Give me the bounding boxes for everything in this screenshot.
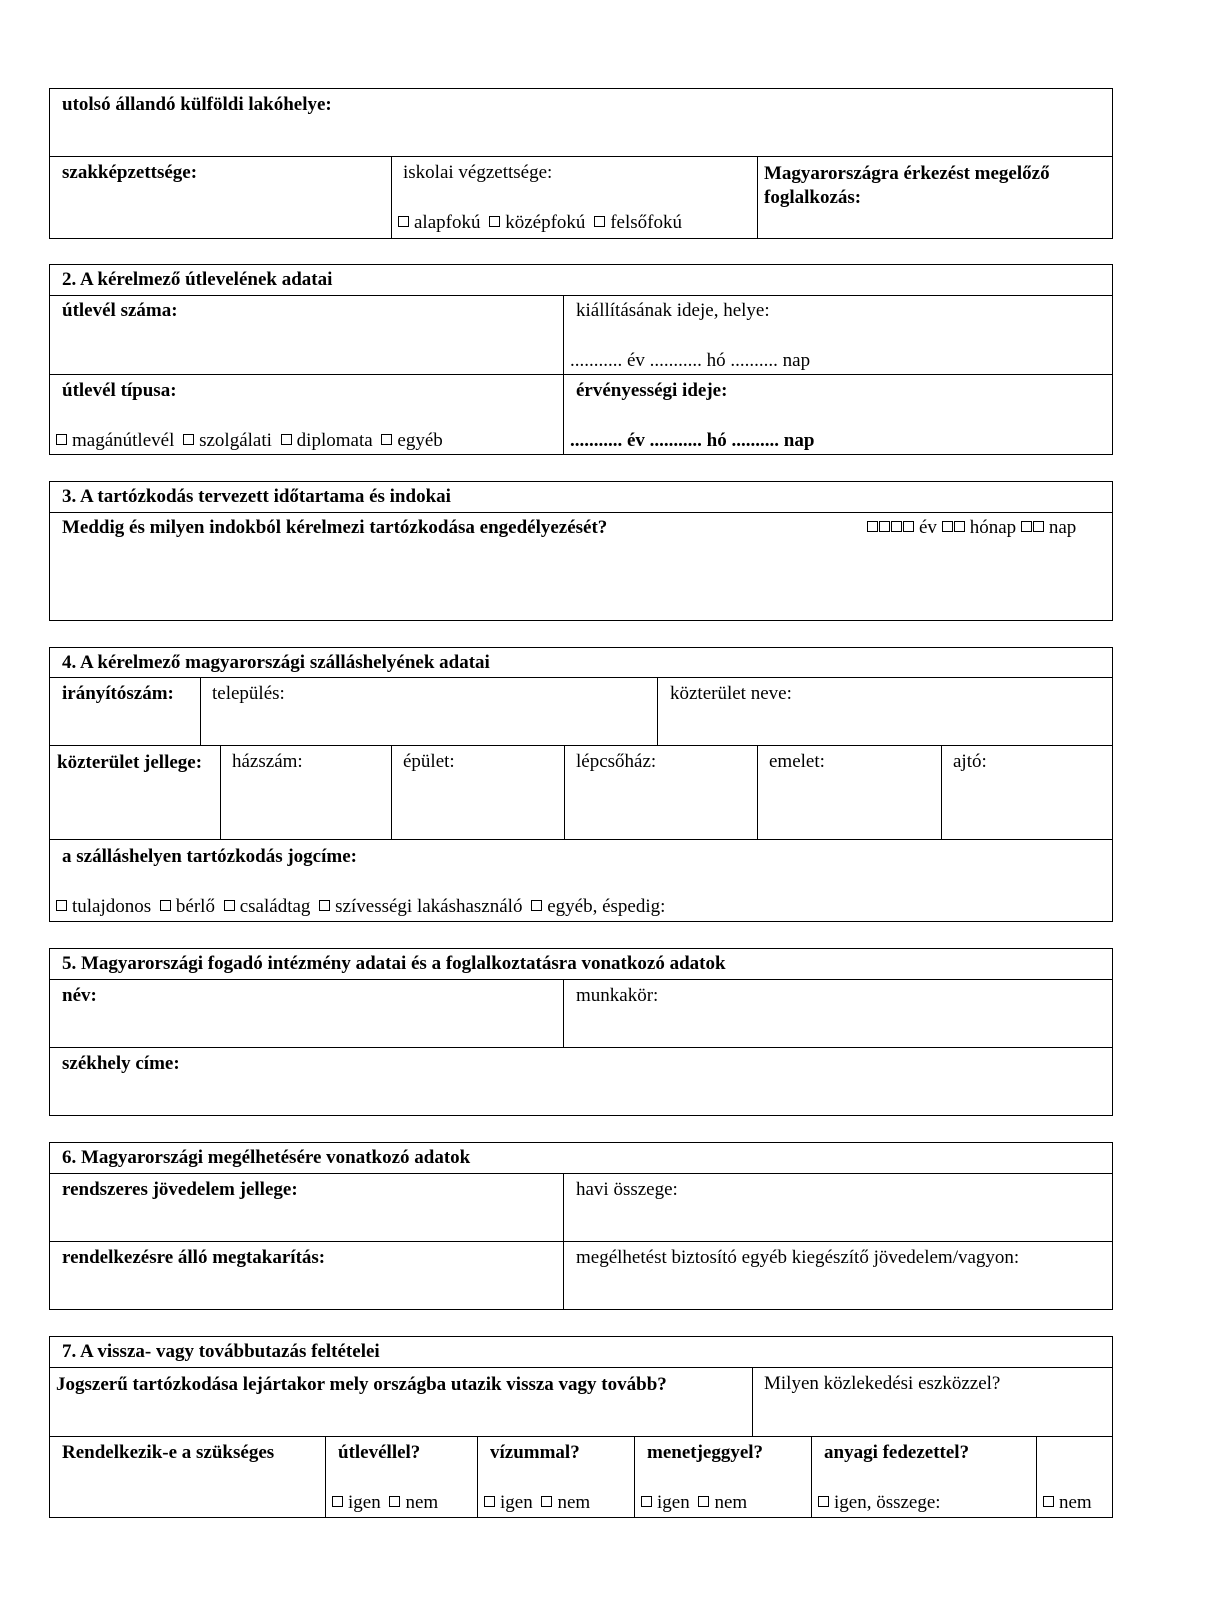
has-required-label: Rendelkezik-e a szükséges [62,1442,275,1463]
passport-type-diplomatic[interactable]: diplomata [281,430,373,451]
checkbox-icon[interactable] [903,521,914,532]
funds-answer-yes[interactable]: igen, összege: [818,1492,941,1514]
education-option-basic[interactable]: alapfokú [398,212,480,233]
checkbox-icon[interactable] [891,521,902,532]
checkbox-icon[interactable] [484,1496,495,1507]
ticket-yes[interactable]: igen [641,1492,690,1513]
section3-title: 3. A tartózkodás tervezett időtartama és indokai [62,486,451,507]
issue-label: kiállításának ideje, helye: [576,300,770,321]
checkbox-icon[interactable] [1033,521,1044,532]
passport-type-service[interactable]: szolgálati [183,430,272,451]
door-label: ajtó: [953,751,987,772]
checkbox-icon[interactable] [332,1496,343,1507]
checkbox-icon[interactable] [531,900,542,911]
checkbox-icon[interactable] [867,521,878,532]
checkbox-icon[interactable] [541,1496,552,1507]
duration-fields [867,517,1076,539]
destination-question: Jogszerű tartózkodása lejártakor mely országba utazik vissza vagy tovább? [56,1374,667,1395]
checkbox-icon[interactable] [56,434,67,445]
last-residence-field[interactable] [50,118,1112,155]
visa-question: vízummal? [490,1442,580,1463]
checkbox-icon[interactable] [818,1496,829,1507]
year-label: év [919,517,937,538]
day-label: nap [1048,517,1077,538]
month-label: hónap [969,517,1017,538]
passport-number-label: útlevél száma: [62,300,178,321]
prior-occupation-label: Magyarországra érkezést megelőző foglalkozás: [764,163,1050,208]
job-label: munkakör: [576,985,659,1006]
checkbox-icon[interactable] [1043,1496,1054,1507]
transport-question: Milyen közlekedési eszközzel? [764,1373,1001,1394]
funds-question: anyagi fedezettel? [824,1442,970,1463]
year-boxes[interactable] [867,517,919,538]
floor-label: emelet: [769,751,825,772]
passport-type-private[interactable]: magánútlevél [56,430,174,451]
checkbox-icon[interactable] [183,434,194,445]
duration-question: Meddig és milyen indokból kérelmezi tartózkodása engedélyezését? [62,517,608,538]
checkbox-icon[interactable] [389,1496,400,1507]
education-options [398,212,686,234]
visa-no[interactable]: nem [541,1492,590,1513]
other-income-label: megélhetést biztosító egyéb kiegészítő jövedelem/vagyon: [576,1247,1020,1268]
monthly-amount-label: havi összege: [576,1179,678,1200]
passport-no[interactable]: nem [389,1492,438,1513]
savings-label: rendelkezésre álló megtakarítás: [62,1247,326,1268]
legal-title-other[interactable]: egyéb, éspedig: [531,896,665,917]
legal-title-label: a szálláshelyen tartózkodás jogcíme: [62,846,357,867]
institution-name-label: név: [62,985,97,1006]
passport-yes[interactable]: igen [332,1492,381,1513]
visa-answer [484,1492,590,1514]
checkbox-icon[interactable] [594,216,605,227]
street-type-label: közterület jellege: [57,752,203,773]
checkbox-icon[interactable] [641,1496,652,1507]
section2-title: 2. A kérelmező útlevelének adatai [62,269,333,290]
last-residence-label: utolsó állandó külföldi lakóhelye: [62,94,332,115]
street-name-label: közterület neve: [670,683,792,704]
qualification-label: szakképzettsége: [62,162,198,183]
legal-title-family[interactable]: családtag [224,896,311,917]
funds-answer-no[interactable]: nem [1043,1492,1092,1514]
building-label: épület: [403,751,455,772]
section4-box [49,647,1113,922]
checkbox-icon[interactable] [398,216,409,227]
legal-title-options [56,896,669,918]
issue-date-line[interactable]: ........... év ........... hó .......... nap [570,350,811,371]
checkbox-icon[interactable] [954,521,965,532]
section7-box [49,1336,1113,1518]
checkbox-icon[interactable] [381,434,392,445]
day-boxes[interactable] [1021,517,1049,538]
checkbox-icon[interactable] [319,900,330,911]
checkbox-icon[interactable] [698,1496,709,1507]
passport-type-options [56,430,447,452]
checkbox-icon[interactable] [224,900,235,911]
passport-answer [332,1492,438,1514]
settlement-label: település: [212,683,285,704]
validity-date-line[interactable]: ........... év ........... hó .......... nap [570,430,815,451]
passport-type-other[interactable]: egyéb [381,430,442,451]
checkbox-icon[interactable] [281,434,292,445]
ticket-question: menetjeggyel? [647,1442,764,1463]
section4-title: 4. A kérelmező magyarországi szálláshelyének adatai [62,652,490,673]
checkbox-icon[interactable] [160,900,171,911]
section5-title: 5. Magyarországi fogadó intézmény adatai és a foglalkoztatásra vonatkozó adatok [62,953,726,974]
seat-address-label: székhely címe: [62,1053,180,1074]
checkbox-icon[interactable] [489,216,500,227]
education-option-higher[interactable]: felsőfokú [594,212,682,233]
legal-title-courtesy[interactable]: szívességi lakáshasználó [319,896,522,917]
visa-yes[interactable]: igen [484,1492,533,1513]
legal-title-owner[interactable]: tulajdonos [56,896,151,917]
passport-type-label: útlevél típusa: [62,380,177,401]
duration-reason-field[interactable] [50,545,1112,619]
checkbox-icon[interactable] [942,521,953,532]
postal-code-label: irányítószám: [62,683,174,704]
checkbox-icon[interactable] [56,900,67,911]
checkbox-icon[interactable] [1021,521,1032,532]
checkbox-icon[interactable] [879,521,890,532]
passport-question: útlevéllel? [338,1442,421,1463]
house-number-label: házszám: [232,751,303,772]
education-option-secondary[interactable]: középfokú [489,212,585,233]
legal-title-tenant[interactable]: bérlő [160,896,215,917]
section7-title: 7. A vissza- vagy továbbutazás feltételei [62,1341,380,1362]
validity-label: érvényességi ideje: [576,380,728,401]
education-label: iskolai végzettsége: [403,162,553,183]
section6-title: 6. Magyarországi megélhetésére vonatkozó adatok [62,1147,471,1168]
staircase-label: lépcsőház: [576,751,657,772]
income-type-label: rendszeres jövedelem jellege: [62,1179,298,1200]
ticket-no[interactable]: nem [698,1492,747,1513]
ticket-answer [641,1492,747,1514]
month-boxes[interactable] [942,517,970,538]
